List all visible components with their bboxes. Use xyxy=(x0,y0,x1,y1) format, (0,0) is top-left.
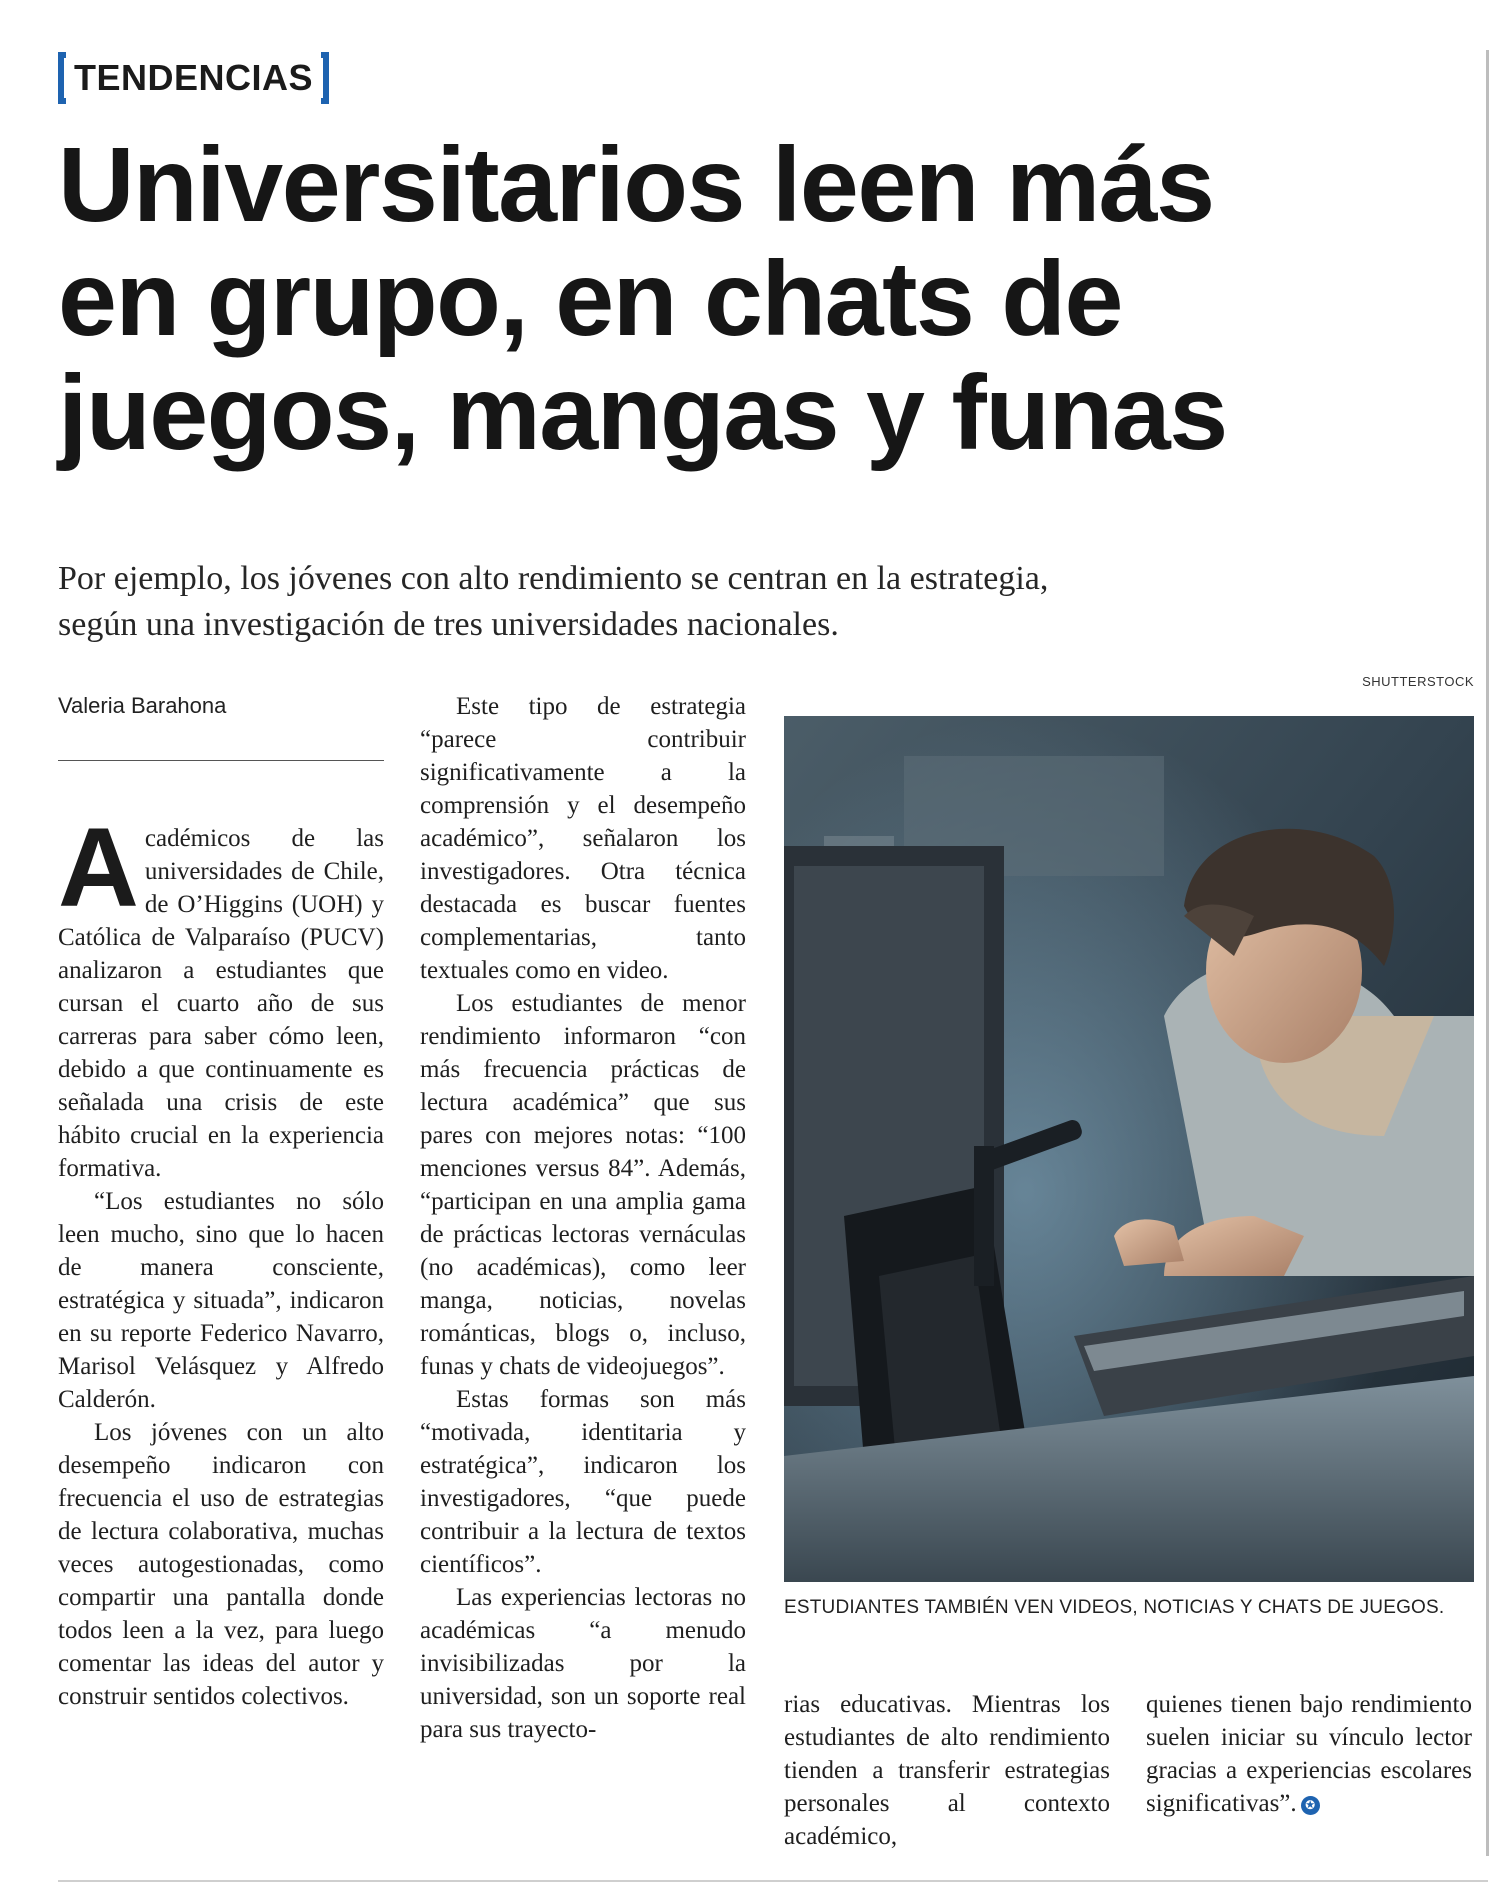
article-column-1 xyxy=(58,805,384,1713)
paragraph-text: quienes tienen bajo rendimiento suelen iniciar su vínculo lector gracias a experiencias escolares significativas”. xyxy=(1146,1691,1472,1817)
paragraph: Los jóvenes con un alto desempeño indicaron con frecuencia el uso de estrategias de lectura colaborativa, muchas veces autogestionadas, como compartir una pantalla donde todos leen a la vez, para luego comentar las ideas del autor y construir sentidos colectivos. xyxy=(58,1419,384,1710)
bottom-rule xyxy=(58,1880,1488,1882)
headline xyxy=(58,128,1438,470)
paragraph: Los estudiantes de menor rendimiento informaron “con más frecuencia prácticas de lectura académica” que sus pares con mejores notas: “100 menciones versus 84”. Además, “participan en una amplia gama de prácticas lectoras vernáculas (no académicas), como leer manga, noticias, novelas románticas, blogs o, incluso, funas y chats de videojuegos”. xyxy=(420,990,746,1380)
paragraph: rias educativas. Mientras los estudiantes de alto rendimiento tienden a transferir estrategias personales al contexto académico, xyxy=(784,1691,1110,1850)
paragraph: “Los estudiantes no sólo leen mucho, sino que lo hacen de manera consciente, estratégica y situada”, indicaron en su reporte Federico Navarro, Marisol Velásquez y Alfredo Calderón. xyxy=(58,1188,384,1413)
paragraph xyxy=(58,805,384,1185)
article-column-2 xyxy=(420,690,746,1746)
section-tag xyxy=(58,52,329,104)
photo-illustration xyxy=(784,716,1474,1582)
paragraph: Las experiencias lectoras no académicas “a menudo invisibilizadas por la universidad, son un soporte real para sus trayecto- xyxy=(420,1584,746,1743)
drop-cap: A xyxy=(58,805,139,930)
column-divider-right xyxy=(1486,50,1489,1856)
headline-line: en grupo, en chats de xyxy=(58,240,1123,358)
byline: Valeria Barahona xyxy=(58,693,227,718)
paragraph xyxy=(1146,1688,1472,1820)
deck-line: según una investigación de tres universidades nacionales. xyxy=(58,606,839,643)
deck xyxy=(58,556,1458,648)
article-photo xyxy=(784,716,1474,1582)
article-column-3 xyxy=(784,1688,1110,1853)
section-label: TENDENCIAS xyxy=(74,57,314,98)
paragraph: Este tipo de estrategia “parece contribuir significativamente a la comprensión y el desempeño académico”, señalaron los investigadores. Otra técnica destacada es buscar fuentes complementarias, tanto textuales como en video. xyxy=(420,693,746,984)
headline-line: juegos, mangas y funas xyxy=(58,354,1227,472)
byline-rule xyxy=(58,760,384,761)
deck-line: Por ejemplo, los jóvenes con alto rendimiento se centran en la estrategia, xyxy=(58,560,1049,597)
photo-caption: ESTUDIANTES TAMBIÉN VEN VIDEOS, NOTICIAS Y CHATS DE JUEGOS. xyxy=(784,1597,1445,1618)
paragraph: Estas formas son más “motivada, identitaria y estratégica”, indicaron los investigadores, “que puede contribuir a la lectura de textos científicos”. xyxy=(420,1386,746,1578)
paragraph-text: cadémicos de las universidades de Chile, de O’Higgins (UOH) y Católica de Valparaíso (PUCV) analizaron a estudiantes que cursan el cuarto año de sus carreras para saber cómo leen, debido a que continuamente es señalada una crisis de este hábito crucial en la experiencia formativa. xyxy=(58,825,384,1182)
article-column-4 xyxy=(1146,1688,1472,1820)
star-circle-icon: ✪ xyxy=(1301,1796,1320,1815)
photo-credit: SHUTTERSTOCK xyxy=(1362,674,1474,689)
headline-line: Universitarios leen más xyxy=(58,126,1214,244)
bracket-left-icon xyxy=(58,52,66,104)
bracket-right-icon xyxy=(321,52,329,104)
